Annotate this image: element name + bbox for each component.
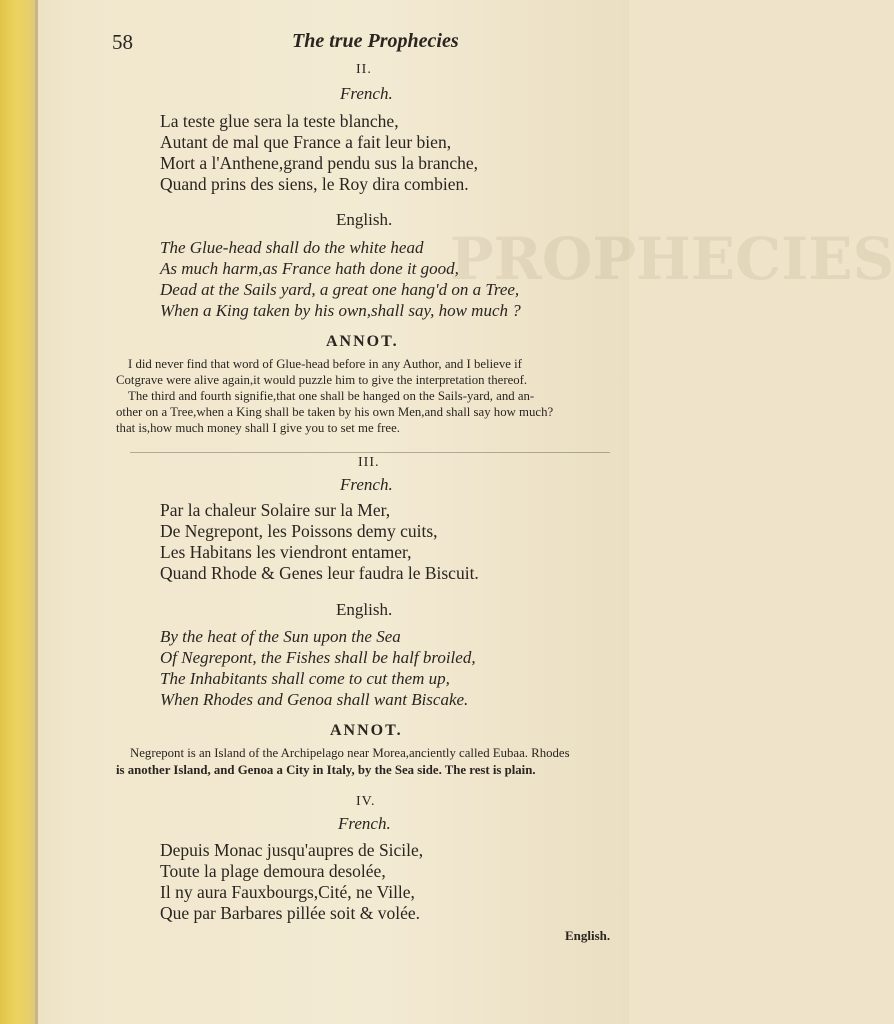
prophecy-2-french-heading: French.: [340, 84, 393, 103]
prophecy-4-numeral: IV.: [356, 794, 376, 809]
prophecy-3-french-heading: French.: [340, 475, 393, 494]
prophecy-2-french-line: Mort a l'Anthene,grand pendu sus la branche,: [160, 153, 479, 173]
prophecy-2-english-line: When a King taken by his own,shall say, how much ?: [160, 301, 521, 320]
prophecy-2-annot-line: The third and fourth signifie,that one shall be hanged on the Sails-yard, and an-: [128, 389, 535, 403]
prophecy-3-numeral: III.: [358, 455, 380, 470]
prophecy-3-english-line: By the heat of the Sun upon the Sea: [160, 627, 401, 646]
prophecy-4-french-line: Depuis Monac jusqu'aupres de Sicile,: [160, 840, 424, 860]
prophecy-2-english-line: The Glue-head shall do the white head: [160, 238, 424, 257]
prophecy-2-french-line: Autant de mal que France a fait leur bien,: [160, 132, 452, 152]
running-title: The true Prophecies: [292, 30, 459, 52]
prophecy-3-annot-line: is another Island, and Genoa a City in Italy, by the Sea side. The rest is plain.: [116, 763, 536, 777]
prophecy-3-french-line: Par la chaleur Solaire sur la Mer,: [160, 500, 391, 520]
prophecy-2-french-line: Quand prins des siens, le Roy dira combien.: [160, 174, 469, 194]
prophecy-4-french-line: Toute la plage demoura desolée,: [160, 861, 386, 881]
prophecy-3-annot-heading: ANNOT.: [330, 722, 403, 739]
prophecy-2-english-heading: English.: [336, 210, 393, 229]
prophecy-4-french-heading: French.: [338, 814, 391, 833]
prophecy-3-french-line: De Negrepont, les Poissons demy cuits,: [160, 521, 438, 541]
prophecy-3-english-line: The Inhabitants shall come to cut them up,: [160, 669, 450, 688]
prophecy-4-french-line: Il ny aura Fauxbourgs,Cité, ne Ville,: [160, 882, 415, 902]
prophecy-3-english-heading: English.: [336, 600, 393, 619]
catchword: English.: [565, 928, 611, 943]
section-divider: [130, 452, 610, 453]
prophecy-2-english-line: As much harm,as France hath done it good,: [160, 259, 459, 278]
prophecy-2-annot-heading: ANNOT.: [326, 333, 399, 350]
prophecy-2-annot-line: Cotgrave were alive again,it would puzzle him to give the interpretation thereof.: [116, 373, 528, 387]
prophecy-4-french-line: Que par Barbares pillée soit & volée.: [160, 903, 420, 923]
prophecy-3-french-line: Les Habitans les viendront entamer,: [160, 542, 412, 562]
page-number: 58: [112, 30, 133, 54]
prophecy-2-english-line: Dead at the Sails yard, a great one hang'd on a Tree,: [160, 280, 520, 299]
prophecy-2-numeral: II.: [356, 62, 372, 77]
prophecy-3-annot-line: Negrepont is an Island of the Archipelago near Morea,anciently called Eubaa. Rhodes: [130, 746, 570, 760]
prophecy-3-english-line: Of Negrepont, the Fishes shall be half broiled,: [160, 648, 476, 667]
prophecy-2-french-line: La teste glue sera la teste blanche,: [160, 111, 399, 131]
prophecy-2-annot-line: other on a Tree,when a King shall be taken by his own Men,and shall say how much?: [116, 405, 554, 419]
bleed-through-letters: PROPHECIES: [450, 225, 894, 293]
gilt-page-edge: [0, 0, 38, 1024]
prophecy-3-english-line: When Rhodes and Genoa shall want Biscake.: [160, 690, 469, 709]
prophecy-2-annot-line: I did never find that word of Glue-head before in any Author, and I believe if: [128, 357, 522, 371]
prophecy-3-french-line: Quand Rhode & Genes leur faudra le Biscuit.: [160, 563, 479, 583]
prophecy-2-annot-line: that is,how much money shall I give you to set me free.: [116, 421, 400, 435]
